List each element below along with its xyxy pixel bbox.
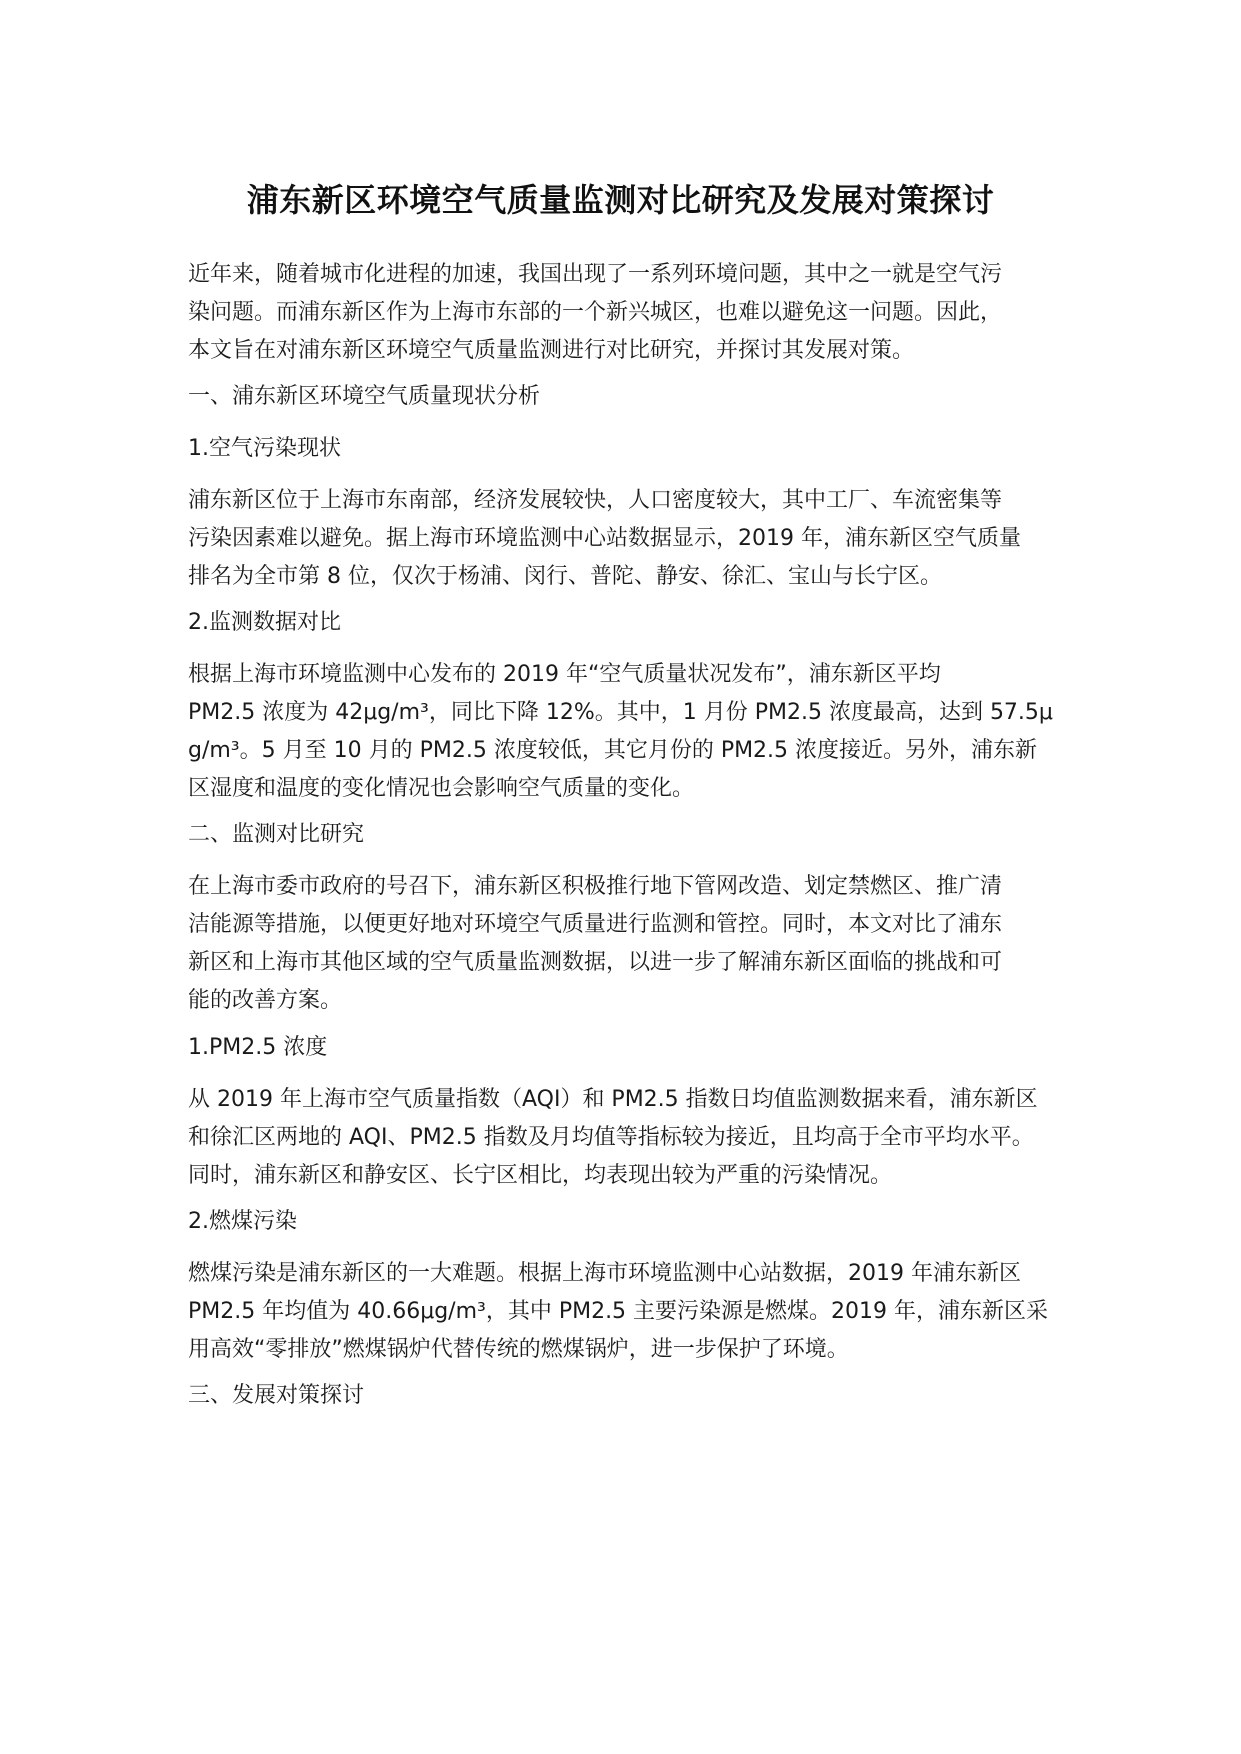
paragraph-monitoring-data [188, 656, 1068, 808]
heading-subsection-1-2 [188, 604, 1068, 642]
text-line: 污染因素难以避免。据上海市环境监测中心站数据显示，2019 年，浦东新区空气质量 [188, 526, 1021, 551]
text-line: 能的改善方案。 [188, 988, 343, 1013]
text-line: 用高效“零排放”燃煤锅炉代替传统的燃煤锅炉，进一步保护了环境。 [188, 1337, 849, 1362]
text-line: 在上海市委市政府的号召下，浦东新区积极推行地下管网改造、划定禁燃区、推广清 [188, 874, 1003, 899]
text-line: 洁能源等措施，以便更好地对环境空气质量进行监测和管控。同时，本文对比了浦东 [188, 912, 1003, 937]
text-line: 近年来，随着城市化进程的加速，我国出现了一系列环境问题，其中之一就是空气污 [188, 262, 1003, 287]
text-line: 新区和上海市其他区域的空气质量监测数据，以进一步了解浦东新区面临的挑战和可 [188, 950, 1003, 975]
paragraph-coal [188, 1255, 1068, 1369]
heading-text: 1.空气污染现状 [188, 436, 341, 461]
text-line: g/m³。5 月至 10 月的 PM2.5 浓度较低，其它月份的 PM2.5 浓度接近。另外，浦东新 [188, 738, 1038, 763]
text-line: 排名为全市第 8 位，仅次于杨浦、闵行、普陀、静安、徐汇、宝山与长宁区。 [188, 564, 942, 589]
heading-subsection-1-1 [188, 430, 1068, 468]
paragraph-intro [188, 256, 1068, 370]
text-line: 燃煤污染是浦东新区的一大难题。根据上海市环境监测中心站数据，2019 年浦东新区 [188, 1261, 1021, 1286]
paragraph-pm25 [188, 1081, 1068, 1195]
heading-text: 二、监测对比研究 [188, 822, 365, 847]
heading-text: 2.燃煤污染 [188, 1209, 297, 1234]
paragraph-comparison [188, 868, 1068, 1020]
paragraph-pollution-status [188, 482, 1068, 596]
text-line: 浦东新区位于上海市东南部，经济发展较快，人口密度较大，其中工厂、车流密集等 [188, 488, 1003, 513]
heading-section-1 [188, 378, 1068, 416]
text-line: PM2.5 年均值为 40.66μg/m³，其中 PM2.5 主要污染源是燃煤。2019 年，浦东新区采 [188, 1299, 1049, 1324]
heading-section-3 [188, 1377, 1068, 1415]
text-line: 染问题。而浦东新区作为上海市东部的一个新兴城区，也难以避免这一问题。因此， [188, 300, 1003, 325]
heading-subsection-2-1 [188, 1029, 1068, 1067]
text-line: 本文旨在对浦东新区环境空气质量监测进行对比研究，并探讨其发展对策。 [188, 338, 915, 363]
text-line: 同时，浦东新区和静安区、长宁区相比，均表现出较为严重的污染情况。 [188, 1163, 893, 1188]
heading-text: 1.PM2.5 浓度 [188, 1035, 328, 1060]
heading-section-2 [188, 816, 1068, 854]
text-line: 和徐汇区两地的 AQI、PM2.5 指数及月均值等指标较为接近，且均高于全市平均水平。 [188, 1125, 1034, 1150]
heading-text: 2.监测数据对比 [188, 610, 341, 635]
document-title: 浦东新区环境空气质量监测对比研究及发展对策探讨 [246, 181, 995, 219]
heading-subsection-2-2 [188, 1203, 1068, 1241]
text-line: 根据上海市环境监测中心发布的 2019 年“空气质量状况发布”，浦东新区平均 [188, 662, 941, 687]
text-line: 区湿度和温度的变化情况也会影响空气质量的变化。 [188, 776, 695, 801]
heading-text: 三、发展对策探讨 [188, 1383, 365, 1408]
text-line: 从 2019 年上海市空气质量指数（AQI）和 PM2.5 指数日均值监测数据来看，浦东新区 [188, 1087, 1038, 1112]
heading-text: 一、浦东新区环境空气质量现状分析 [188, 384, 541, 409]
text-line: PM2.5 浓度为 42μg/m³，同比下降 12%。其中，1 月份 PM2.5 浓度最高，达到 57.5μ [188, 700, 1053, 725]
